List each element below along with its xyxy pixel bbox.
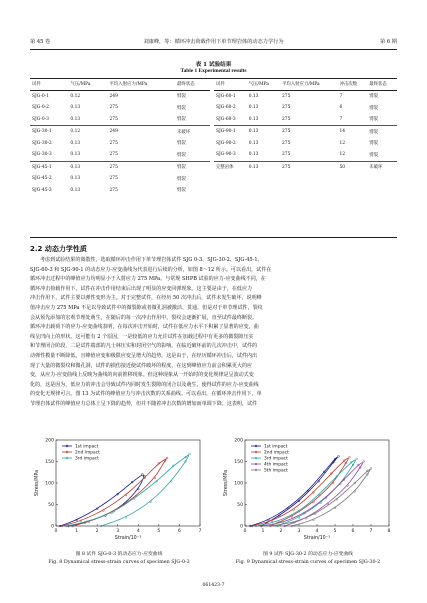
table-row xyxy=(30,185,210,197)
left-table-cell: SJG-30-1 xyxy=(30,126,68,138)
x-tick-label: 3 xyxy=(297,529,301,534)
y-axis-label: Stress/MPa xyxy=(224,469,229,497)
right-table-cell: SJG-90-2 xyxy=(216,140,236,146)
left-table-cell: 275 xyxy=(109,152,118,158)
figure-9 xyxy=(219,436,397,546)
y-tick-label: 0 xyxy=(51,524,54,530)
right-table-cell: 0.13 xyxy=(247,161,280,173)
left-table-cell: SJG-0-3 xyxy=(32,116,49,122)
legend-label: 3rd impact xyxy=(264,456,288,462)
right-table-cell: 275 xyxy=(280,126,338,138)
left-table-cell: 劈裂 xyxy=(177,176,186,182)
table-row xyxy=(214,173,397,185)
right-table-cell: 275 xyxy=(281,116,291,122)
right-table-cell: 275 xyxy=(281,93,291,99)
left-table-cell: SJG-30-2 xyxy=(32,140,52,146)
table-row xyxy=(214,138,397,150)
left-table-cell: 275 xyxy=(109,176,118,182)
left-table-header-cell: 气压/MPa xyxy=(68,78,107,90)
right-table-header-cell: 平均入射应力/MPa xyxy=(280,78,338,90)
table-row xyxy=(214,161,397,173)
left-table-cell: SJG-45-1 xyxy=(30,161,68,173)
fig8-caption-en: Fig. 8 Dynamical stress-strain curves of specimen SJG-0-3 xyxy=(48,560,190,565)
issue-label: 第 6 期 xyxy=(380,39,397,45)
y-tick-label: 150 xyxy=(45,460,54,466)
left-table-cell: 劈裂 xyxy=(175,161,210,173)
left-table-cell: 275 xyxy=(108,161,176,173)
data-point xyxy=(338,455,340,457)
left-table-cell: 劈裂 xyxy=(177,117,186,123)
right-table-cell: 275 xyxy=(281,140,291,146)
left-table-header-cell: 平均入射应力/MPa xyxy=(108,78,176,90)
left-table-cell: SJG-0-2 xyxy=(32,105,49,111)
paragraph-line: 的变化无规律可言。图 13 为试件的峰值应力与冲击次数的关系曲线。可以看出，在循环冲击作用下，单 xyxy=(30,391,262,398)
data-point xyxy=(166,457,168,459)
left-table-cell: 0.13 xyxy=(68,161,107,173)
series-line xyxy=(62,459,166,526)
left-table-header-cell: 最终状态 xyxy=(175,78,210,90)
table-row xyxy=(214,114,397,126)
page-number: 061423-7 xyxy=(202,583,225,588)
y-tick-label: 200 xyxy=(45,438,54,444)
table-row xyxy=(30,126,210,138)
data-point xyxy=(349,456,351,458)
x-tick-label: 7 xyxy=(198,529,202,534)
left-table-cell: 劈裂 xyxy=(177,152,186,158)
left-table-cell: 275 xyxy=(109,105,118,111)
right-table-cell: 劈裂 xyxy=(369,117,379,123)
table-row xyxy=(214,90,397,102)
x-tick-label: 6 xyxy=(351,529,355,534)
right-table-cell xyxy=(280,173,338,185)
paragraph-line: 动弹性模量不断降低，且峰值应变和极限应变呈增大的趋势。这是由于，在经历循环冲击后，试件内出 xyxy=(30,352,258,359)
legend-label: 2nd impact xyxy=(75,450,100,456)
right-table-cell: SJG-60-1 xyxy=(216,93,236,99)
right-table-cell: SJG-90-3 xyxy=(216,152,236,158)
right-table-cell: 0.13 xyxy=(248,105,259,111)
paragraph-line: 和节理闭合阶段，二是试件端部的凡士林压实和封闭空气的影响。在临近破坏前的几次冲击中，试件的 xyxy=(30,343,258,350)
table-row xyxy=(30,90,210,102)
table-row xyxy=(30,102,210,114)
right-table-cell: 275 xyxy=(280,161,338,173)
table-caption-cn: 表 1 试验结果 xyxy=(195,62,232,68)
left-table-cell: SJG-45-3 xyxy=(32,187,52,193)
paragraph-line: 考虑到试验结果的离散性，选取循环冲击作用下单节理岩体试件 SJG 0-3、SJG-30-2、SJG-45-1、 xyxy=(40,257,263,263)
running-title: 刘康峰，等：循环冲击荷载作用下单节理岩体的动态力学行为 xyxy=(143,39,284,45)
x-tick-label: 3 xyxy=(116,529,120,534)
right-table-cell: 劈裂 xyxy=(369,94,379,100)
x-tick-label: 0 xyxy=(243,529,247,534)
left-table-cell: SJG-30-3 xyxy=(32,152,52,158)
right-table-cell: 0.13 xyxy=(248,93,259,99)
left-table-cell: 0.13 xyxy=(70,152,81,158)
right-table-cell: 完整岩体 xyxy=(214,161,247,173)
x-tick-label: 0 xyxy=(54,529,58,534)
fig8-caption-cn: 图 8 试件 SJG-0-3 的动态应力-应变曲线 xyxy=(75,552,163,557)
right-table-cell: 6 xyxy=(339,105,343,111)
chart-fig8 xyxy=(30,436,208,546)
y-tick-label: 200 xyxy=(234,438,243,444)
right-table-cell xyxy=(280,185,338,197)
y-axis-label: Stress/MPa xyxy=(35,469,40,497)
paragraph-line: 冲击作用下，试件主要以弹性变形为主。对于完整试件，在经历 50 次冲击后，试件未发生破坏，说明峰 xyxy=(30,295,262,302)
table-row xyxy=(30,161,210,173)
y-tick-label: 50 xyxy=(48,503,54,509)
paragraph-line: 循环冲击荷载作用下，试件在冲击作用结束后出现了明显的应变回弹现象。这主要是由于，在低应力 xyxy=(30,285,253,292)
left-table-cell: 0.13 xyxy=(70,105,81,111)
x-axis-label: Strain/10⁻³ xyxy=(114,536,142,541)
left-table-cell: 249 xyxy=(108,126,176,138)
x-tick-label: 4 xyxy=(315,529,319,534)
x-tick-label: 5 xyxy=(333,529,337,534)
x-tick-label: 1 xyxy=(75,529,79,534)
right-table-header-cell: 最终状态 xyxy=(367,78,397,90)
table-caption-en: Table 1 Experimental results xyxy=(180,68,247,74)
table-row xyxy=(214,185,397,197)
paragraph-line: 会从预先添加的宏观节理处萌生，在随后的每一次冲击作用中，裂纹会逐渐扩展，直至试件最终断裂。 xyxy=(30,314,258,321)
paragraph-line: 现了大量的微裂纹和微孔洞，试件的损伤接近使试件破坏的程度，在这到峰值应力前会积累更大的应 xyxy=(30,362,253,369)
right-table-cell: 50 xyxy=(337,161,367,173)
paragraph-line: 线呈凹向上的形状。这可能有 2 个原因，一是较低的应力允许试件在加载过程中有更多的微裂隙压实 xyxy=(30,333,254,340)
right-table-cell: SJG-90-1 xyxy=(214,126,247,138)
paragraph-line: 循环冲击载荷下的应力-应变曲线表明，在每次冲击开始时，试件在低应力水平下积累了显著的应变，曲 xyxy=(30,324,259,331)
right-table-cell: 劈裂 xyxy=(367,126,397,138)
right-table-cell xyxy=(337,173,367,185)
right-table-cell: 0.13 xyxy=(248,140,259,146)
x-tick-label: 1 xyxy=(261,529,265,534)
right-table-cell: 0.13 xyxy=(247,126,280,138)
table-bottom-rule xyxy=(30,237,397,238)
right-table-cell: 0.13 xyxy=(248,152,259,158)
left-table-header-cell: 试件 xyxy=(30,78,68,90)
left-table-cell: 0.13 xyxy=(70,176,81,182)
legend-label: 5th impact xyxy=(264,468,288,474)
x-tick-label: 4 xyxy=(136,529,140,534)
left-table-cell: 劈裂 xyxy=(177,141,186,147)
left-table-cell: 0.12 xyxy=(70,93,81,99)
table-row xyxy=(30,114,210,126)
right-table-cell: 0.13 xyxy=(248,116,259,122)
y-tick-label: 150 xyxy=(234,460,243,466)
x-tick-label: 6 xyxy=(177,529,181,534)
left-table-cell: 249 xyxy=(109,93,118,99)
paragraph-line: 化的，这是因为，低应力的冲击会导致试件内同时发生裂隙的闭合以及萌生，使得试件的应力-应变曲线 xyxy=(30,381,259,388)
results-table-left xyxy=(30,78,210,196)
right-table-cell: 未破坏 xyxy=(367,161,397,173)
right-table-header-cell: 气压/MPa xyxy=(247,78,280,90)
right-table-cell: SJG-60-2 xyxy=(216,105,236,111)
legend-label: 3rd impact xyxy=(75,456,99,462)
right-table-cell: 7 xyxy=(339,93,343,99)
y-tick-label: 100 xyxy=(45,481,54,487)
paragraph-line: 变，从应力-应变曲线上反映为曲线的向前推移现象。但这种现象从一开始时的变化规律是呈波动式变 xyxy=(30,372,254,379)
x-tick-label: 8 xyxy=(387,529,391,534)
legend-label: 1st impact xyxy=(75,444,99,450)
fig9-caption-cn: 图 9 试件 SJG-30-2 的动态应力-应变曲线 xyxy=(263,552,353,557)
figure-8 xyxy=(30,436,208,546)
x-tick-label: 5 xyxy=(157,529,161,534)
results-table-right xyxy=(214,78,397,196)
x-tick-label: 2 xyxy=(279,529,283,534)
left-table-cell: SJG-45-2 xyxy=(32,176,52,182)
data-point xyxy=(363,461,365,463)
right-table-cell xyxy=(247,185,280,197)
right-table-cell: 7 xyxy=(339,116,343,122)
x-tick-label: 7 xyxy=(369,529,373,534)
left-table-cell: 275 xyxy=(109,140,118,146)
y-tick-label: 0 xyxy=(240,524,243,530)
legend-label: 4th impact xyxy=(264,462,288,468)
right-table-cell: 劈裂 xyxy=(369,152,379,158)
table-row xyxy=(214,126,397,138)
right-table-cell xyxy=(247,173,280,185)
y-tick-label: 100 xyxy=(234,481,243,487)
right-table-cell: 劈裂 xyxy=(369,141,379,147)
left-table-cell: 275 xyxy=(109,187,118,193)
right-table-cell: 12 xyxy=(339,140,346,146)
right-table-cell: SJG-60-3 xyxy=(216,116,236,122)
legend-label: 2nd impact xyxy=(264,450,289,456)
left-table-cell: 0.13 xyxy=(70,140,81,146)
right-table-cell xyxy=(367,173,397,185)
table-row xyxy=(214,149,397,161)
table-row xyxy=(30,173,210,185)
left-table-cell: 劈裂 xyxy=(177,188,186,194)
y-tick-label: 50 xyxy=(237,503,243,509)
data-point xyxy=(356,458,358,460)
left-table-cell: 劈裂 xyxy=(177,94,186,100)
legend-label: 1st impact xyxy=(264,444,288,450)
x-tick-label: 2 xyxy=(95,529,99,534)
data-point xyxy=(370,467,372,469)
table-row xyxy=(30,138,210,150)
header-rule xyxy=(30,49,397,50)
paragraph-line: 循环冲击过程中的峰值应力均明显小于入射应力 275 MPa。与常规 SHPB 试验的应力-应变曲线不同，在 xyxy=(30,276,266,283)
right-table-cell: 275 xyxy=(281,152,291,158)
paragraph-line: 值冲击应力 275 MPa 不足以导致试件中的微裂隙或者微孔洞被激活、贯通。但是对于单节理试件，裂纹 xyxy=(30,304,263,311)
right-table-cell xyxy=(337,185,367,197)
volume-label: 第 45 卷 xyxy=(30,39,51,45)
right-table-header-cell: 试件 xyxy=(214,78,247,90)
right-table-cell: 14 xyxy=(337,126,367,138)
left-table-cell: SJG-0-1 xyxy=(32,93,49,99)
left-table-cell: 0.12 xyxy=(68,126,107,138)
paragraph-line: 节理岩体试件的峰值应力总体上呈下降的趋势，但并不随着冲击次数的增加而单调下降。这表明，试件 xyxy=(30,400,258,407)
left-table-cell: 275 xyxy=(109,116,118,122)
right-table-cell: 12 xyxy=(339,152,346,158)
left-table-cell: 0.13 xyxy=(70,116,81,122)
chart-fig9 xyxy=(219,436,397,546)
x-axis-label: Strain/10⁻³ xyxy=(303,536,331,541)
table-row xyxy=(214,102,397,114)
paragraph-line: SJG-60-3 和 SJG-90-1 的动态应力-应变曲线为代表进行后续的分析，如图 8～12 所示。可以看出，试件在 xyxy=(30,266,272,273)
right-table-header-cell: 冲击次数 xyxy=(337,78,367,90)
left-table-cell: 未破坏 xyxy=(175,126,210,138)
fig9-caption-en: Fig. 9 Dynamical stress-strain curves of specimen SJG-30-2 xyxy=(235,560,381,565)
left-table-cell: 0.13 xyxy=(70,187,81,193)
right-table-cell: 劈裂 xyxy=(369,105,379,111)
left-table-cell: 劈裂 xyxy=(177,105,186,111)
body-paragraph xyxy=(30,256,397,410)
right-table-cell xyxy=(214,185,247,197)
table-row xyxy=(30,149,210,161)
right-table-cell: 275 xyxy=(281,105,291,111)
right-table-cell xyxy=(214,173,247,185)
right-table-cell xyxy=(367,185,397,197)
section-title: 2.2 动态力学性质 xyxy=(30,245,87,253)
data-point xyxy=(189,453,191,455)
